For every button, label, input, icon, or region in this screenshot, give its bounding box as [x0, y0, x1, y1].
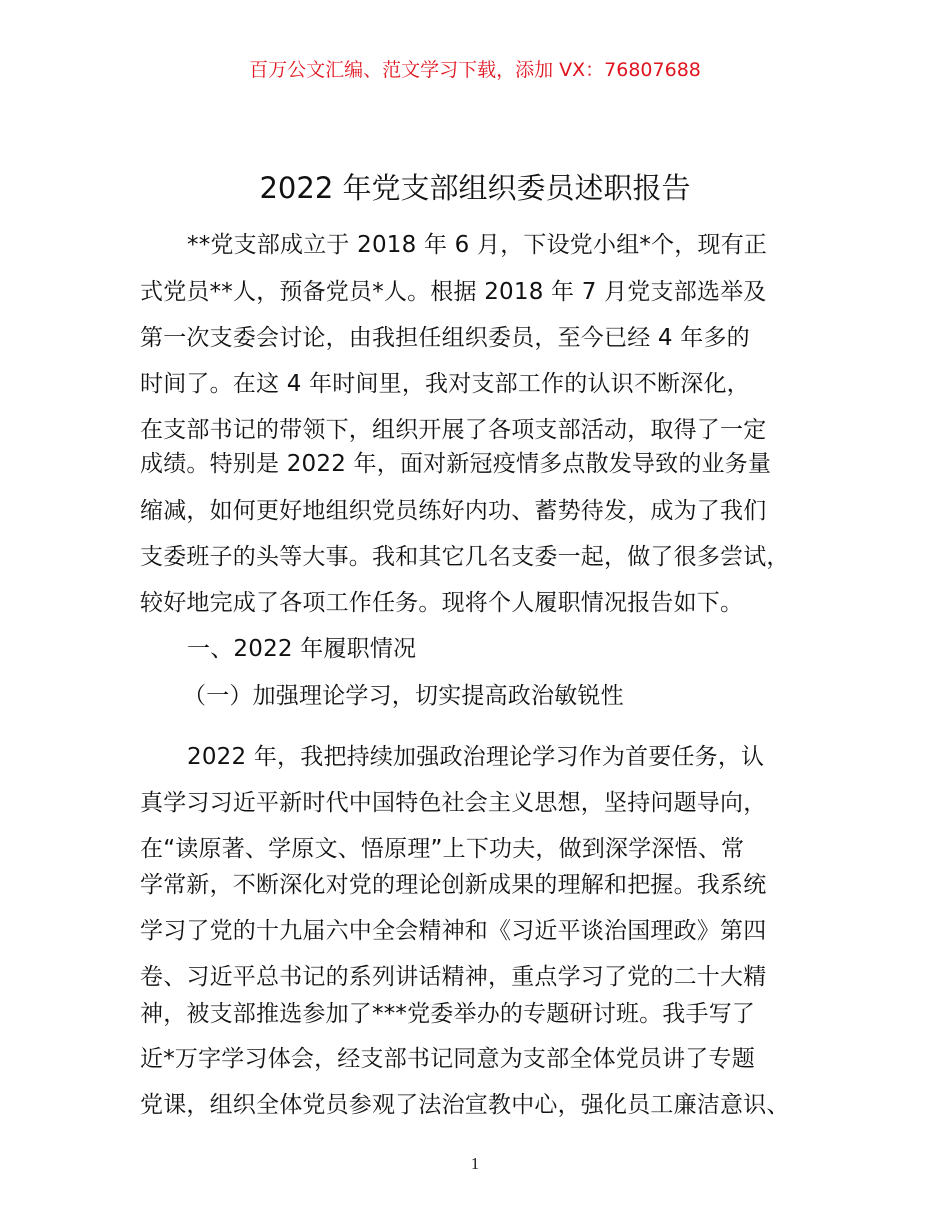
paragraph-study-line-6: 卷、习近平总书记的系列讲话精神，重点学习了党的二十大精: [140, 964, 767, 990]
section-heading-1: 一、2022 年履职情况: [187, 636, 417, 662]
subsection-heading-1: （一）加强理论学习，切实提高政治敏锐性: [183, 683, 624, 709]
paragraph-intro-line-6: 成绩。特别是 2022 年，面对新冠疫情多点散发导致的业务量: [140, 451, 772, 477]
paragraph-study-line-8: 近*万字学习体会，经支部书记同意为支部全体党员讲了专题: [140, 1046, 755, 1072]
paragraph-intro-line-9: 较好地完成了各项工作任务。现将个人履职情况报告如下。: [140, 590, 744, 616]
paragraph-intro-line-8: 支委班子的头等大事。我和其它几名支委一起，做了很多尝试，: [140, 544, 790, 570]
paragraph-study-line-1: 2022 年，我把持续加强政治理论学习作为首要任务，认: [187, 744, 765, 770]
paragraph-study-line-2: 真学习习近平新时代中国特色社会主义思想，坚持问题导向，: [140, 790, 767, 816]
paragraph-intro-line-3: 第一次支委会讨论，由我担任组织委员，至今已经 4 年多的: [140, 325, 750, 351]
paragraph-intro-line-1: **党支部成立于 2018 年 6 月，下设党小组*个，现有正: [187, 232, 768, 258]
paragraph-study-line-9: 党课，组织全体党员参观了法治宣教中心，强化员工廉洁意识、: [140, 1092, 790, 1118]
paragraph-study-line-3: 在“读原著、学原文、悟原理”上下功夫，做到深学深悟、常: [140, 836, 745, 862]
document-title: 2022 年党支部组织委员述职报告: [259, 171, 691, 205]
paragraph-study-line-4: 学常新，不断深化对党的理论创新成果的理解和把握。我系统: [140, 872, 767, 898]
page-number: 1: [470, 1154, 480, 1173]
paragraph-intro-line-7: 缩减，如何更好地组织党员练好内功、蓄势待发，成为了我们: [140, 498, 767, 524]
paragraph-intro-line-5: 在支部书记的带领下，组织开展了各项支部活动，取得了一定: [140, 417, 767, 443]
paragraph-intro-line-2: 式党员**人，预备党员*人。根据 2018 年 7 月党支部选举及: [140, 279, 767, 305]
paragraph-intro-line-4: 时间了。在这 4 年时间里，我对支部工作的认识不断深化，: [140, 371, 750, 397]
paragraph-study-line-7: 神，被支部推选参加了***党委举办的专题研讨班。我手写了: [140, 1001, 756, 1027]
paragraph-study-line-5: 学习了党的十九届六中全会精神和《习近平谈治国理政》第四: [140, 918, 767, 944]
watermark-banner: 百万公文汇编、范文学习下载，添加 VX：76807688: [249, 59, 701, 81]
